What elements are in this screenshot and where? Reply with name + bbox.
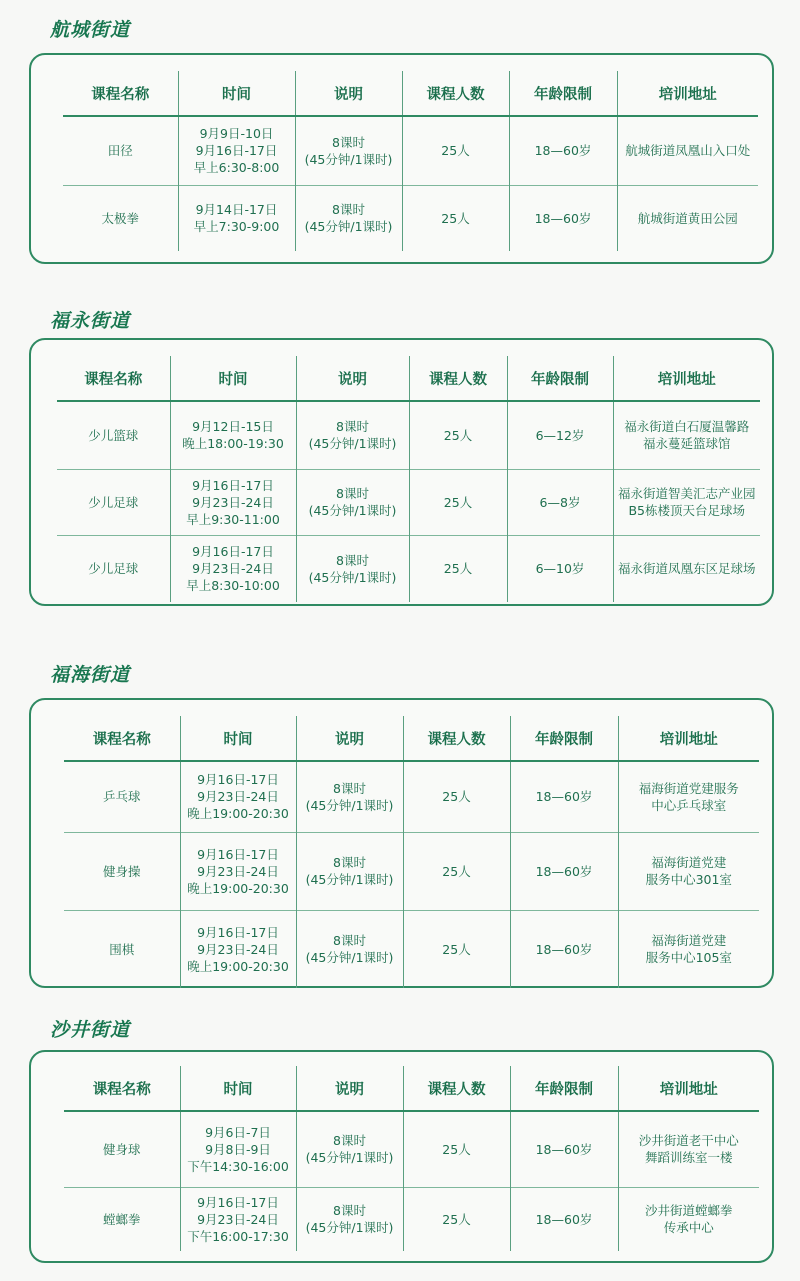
table-row bbox=[64, 1187, 759, 1251]
cell-course: 少儿篮球 bbox=[88, 427, 139, 443]
col-header-note: 说明 bbox=[296, 356, 409, 401]
cell-note: 8课时 (45分钟/1课时) bbox=[296, 1111, 403, 1187]
cell-course: 乒乓球 bbox=[102, 789, 141, 805]
cell-address: 沙井街道螳螂拳 传承中心 bbox=[618, 1187, 759, 1251]
cell-course: 健身操 bbox=[64, 832, 180, 910]
cell-count: 25人 bbox=[403, 832, 510, 910]
section-title-hangcheng: 航城街道 bbox=[50, 19, 131, 41]
cell-time: 9月16日-17日 9月23日-24日 晚上19:00-20:30 bbox=[180, 832, 296, 910]
cell-age: 18—60岁 bbox=[510, 910, 618, 988]
schedule-card-hangcheng bbox=[29, 53, 774, 264]
schedule-table-hangcheng bbox=[63, 71, 758, 251]
table-row bbox=[64, 910, 759, 988]
col-header-course: 课程名称 bbox=[64, 1066, 180, 1111]
cell-age: 6—10岁 bbox=[507, 535, 613, 602]
cell-address: 航城街道凤凰山入口处 bbox=[617, 116, 758, 185]
col-header-time: 时间 bbox=[178, 71, 295, 116]
table-row bbox=[57, 535, 760, 602]
col-header-age: 年龄限制 bbox=[509, 71, 617, 116]
cell-count: 25人 bbox=[409, 401, 507, 469]
cell-age: 18—60岁 bbox=[510, 1187, 618, 1251]
cell-time: 9月12日-15日 晚上18:00-19:30 bbox=[170, 401, 296, 469]
schedule-card-fuhai bbox=[29, 698, 774, 988]
col-header-course: 课程名称 bbox=[57, 356, 170, 401]
col-header-course: 课程名称 bbox=[64, 716, 180, 761]
col-header-address: 培训地址 bbox=[613, 356, 760, 401]
cell-age: 6—12岁 bbox=[507, 401, 613, 469]
cell-time: 9月14日-17日 早上7:30-9:00 bbox=[178, 185, 295, 251]
col-header-age: 年龄限制 bbox=[510, 716, 618, 761]
cell-course: 田径 bbox=[107, 143, 133, 159]
col-header-note: 说明 bbox=[295, 71, 402, 116]
col-header-address: 培训地址 bbox=[618, 716, 759, 761]
cell-address: 福永街道凤凰东区足球场 bbox=[613, 535, 760, 602]
cell-age: 6—8岁 bbox=[507, 469, 613, 535]
cell-note: 8课时 (45分钟/1课时) bbox=[295, 185, 402, 251]
table-row bbox=[63, 116, 758, 185]
cell-count: 25人 bbox=[403, 761, 510, 832]
schedule-table-shajing bbox=[64, 1066, 759, 1251]
table-header-row bbox=[64, 716, 759, 761]
cell-count: 25人 bbox=[409, 469, 507, 535]
cell-address: 福永街道智美汇志产业园 B5栋楼顶天台足球场 bbox=[613, 469, 760, 535]
table-row bbox=[64, 832, 759, 910]
col-header-time: 时间 bbox=[180, 716, 296, 761]
cell-note: 8课时 (45分钟/1课时) bbox=[296, 910, 403, 988]
col-header-age: 年龄限制 bbox=[510, 1066, 618, 1111]
cell-count: 25人 bbox=[409, 535, 507, 602]
cell-time: 9月16日-17日 9月23日-24日 晚上19:00-20:30 bbox=[180, 761, 296, 832]
table-row bbox=[64, 1111, 759, 1187]
cell-note: 8课时 (45分钟/1课时) bbox=[296, 832, 403, 910]
cell-count: 25人 bbox=[403, 910, 510, 988]
col-header-count: 课程人数 bbox=[403, 716, 510, 761]
cell-time: 9月16日-17日 9月23日-24日 早上9:30-11:00 bbox=[170, 469, 296, 535]
table-header-row bbox=[57, 356, 760, 401]
section-title-fuhai: 福海街道 bbox=[50, 664, 131, 686]
schedule-table-fuhai bbox=[64, 716, 759, 988]
cell-note: 8课时 (45分钟/1课时) bbox=[295, 116, 402, 185]
table-row bbox=[64, 761, 759, 832]
cell-address: 福海街道党建服务 中心乒乓球室 bbox=[618, 761, 759, 832]
schedule-card-shajing bbox=[29, 1050, 774, 1263]
cell-age: 18—60岁 bbox=[509, 116, 617, 185]
cell-course: 少儿足球 bbox=[57, 535, 170, 602]
cell-course: 健身球 bbox=[102, 1141, 141, 1157]
col-header-time: 时间 bbox=[170, 356, 296, 401]
cell-age: 18—60岁 bbox=[510, 832, 618, 910]
cell-count: 25人 bbox=[402, 185, 509, 251]
cell-note: 8课时 (45分钟/1课时) bbox=[296, 1187, 403, 1251]
cell-time: 9月16日-17日 9月23日-24日 早上8:30-10:00 bbox=[170, 535, 296, 602]
table-header-row bbox=[63, 71, 758, 116]
cell-address: 福永街道白石厦温馨路 福永蔓延篮球馆 bbox=[613, 401, 760, 469]
cell-time: 9月16日-17日 9月23日-24日 晚上19:00-20:30 bbox=[180, 910, 296, 988]
cell-age: 18—60岁 bbox=[509, 185, 617, 251]
table-row bbox=[57, 401, 760, 469]
col-header-note: 说明 bbox=[296, 716, 403, 761]
schedule-table-fuyong bbox=[57, 356, 760, 602]
col-header-age: 年龄限制 bbox=[507, 356, 613, 401]
cell-count: 25人 bbox=[402, 116, 509, 185]
cell-note: 8课时 (45分钟/1课时) bbox=[296, 401, 409, 469]
section-title-fuyong: 福永街道 bbox=[50, 310, 131, 332]
col-header-count: 课程人数 bbox=[409, 356, 507, 401]
cell-course: 少儿足球 bbox=[57, 469, 170, 535]
cell-time: 9月16日-17日 9月23日-24日 下午16:00-17:30 bbox=[180, 1187, 296, 1251]
cell-address: 福海街道党建 服务中心301室 bbox=[618, 832, 759, 910]
section-title-shajing: 沙井街道 bbox=[50, 1019, 131, 1041]
col-header-course: 课程名称 bbox=[63, 71, 178, 116]
cell-address: 航城街道黄田公园 bbox=[617, 185, 758, 251]
cell-count: 25人 bbox=[403, 1111, 510, 1187]
col-header-count: 课程人数 bbox=[403, 1066, 510, 1111]
cell-note: 8课时 (45分钟/1课时) bbox=[296, 535, 409, 602]
schedule-card-fuyong bbox=[29, 338, 774, 606]
col-header-note: 说明 bbox=[296, 1066, 403, 1111]
cell-note: 8课时 (45分钟/1课时) bbox=[296, 469, 409, 535]
cell-course: 螳螂拳 bbox=[64, 1187, 180, 1251]
cell-count: 25人 bbox=[403, 1187, 510, 1251]
cell-course: 太极拳 bbox=[63, 185, 178, 251]
col-header-address: 培训地址 bbox=[618, 1066, 759, 1111]
cell-address: 福海街道党建 服务中心105室 bbox=[618, 910, 759, 988]
cell-note: 8课时 (45分钟/1课时) bbox=[296, 761, 403, 832]
cell-time: 9月9日-10日 9月16日-17日 早上6:30-8:00 bbox=[178, 116, 295, 185]
cell-age: 18—60岁 bbox=[510, 761, 618, 832]
cell-address: 沙井街道老干中心 舞蹈训练室一楼 bbox=[618, 1111, 759, 1187]
table-row bbox=[57, 469, 760, 535]
cell-time: 9月6日-7日 9月8日-9日 下午14:30-16:00 bbox=[180, 1111, 296, 1187]
cell-course: 围棋 bbox=[64, 910, 180, 988]
table-header-row bbox=[64, 1066, 759, 1111]
table-row bbox=[63, 185, 758, 251]
col-header-count: 课程人数 bbox=[402, 71, 509, 116]
col-header-address: 培训地址 bbox=[617, 71, 758, 116]
cell-age: 18—60岁 bbox=[510, 1111, 618, 1187]
col-header-time: 时间 bbox=[180, 1066, 296, 1111]
